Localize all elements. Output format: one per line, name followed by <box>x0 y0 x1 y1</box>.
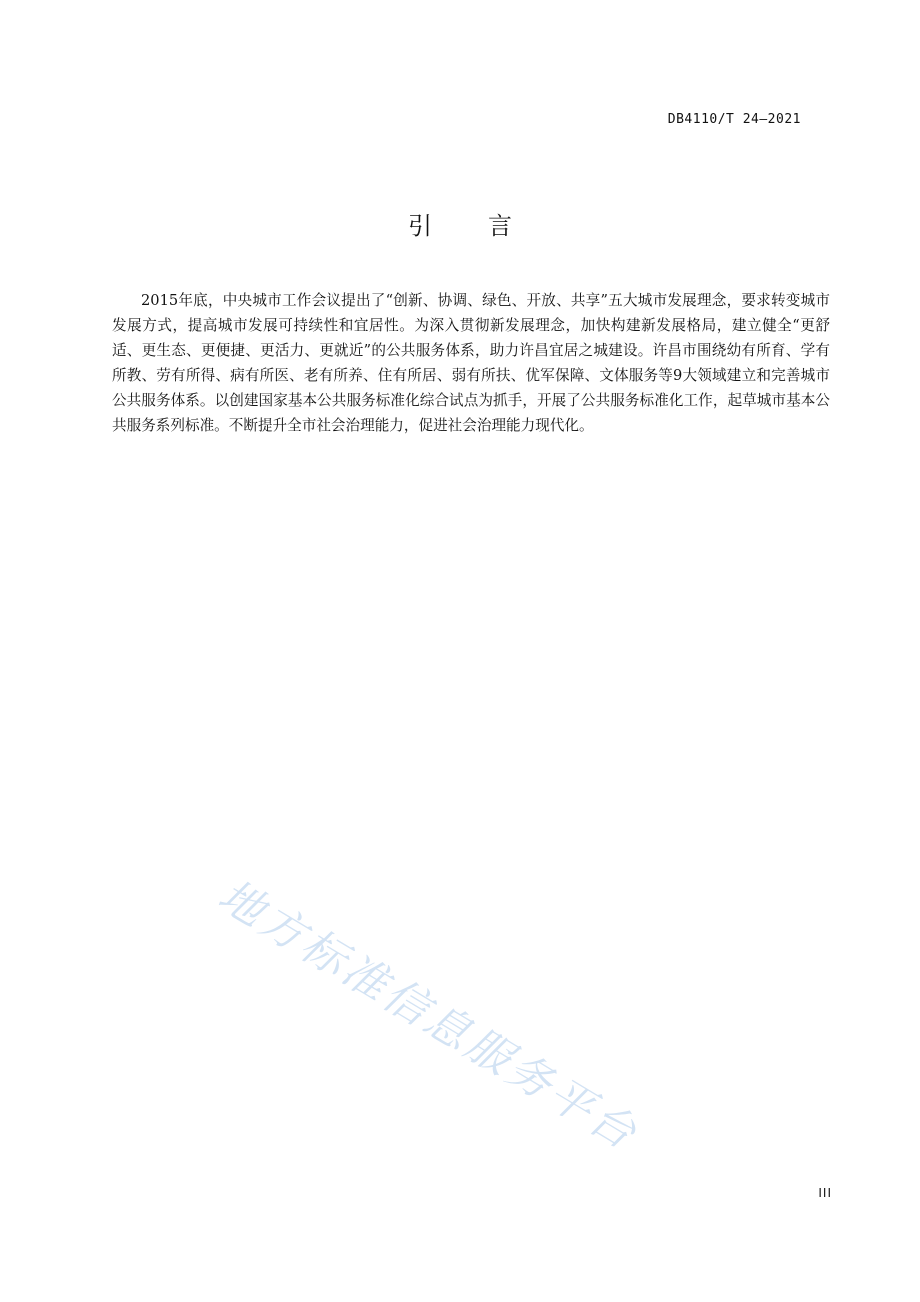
page-number: III <box>818 1186 832 1200</box>
watermark: 地方标准信息服务平台 <box>209 869 648 1161</box>
introduction-paragraph: 2015年底，中央城市工作会议提出了“创新、协调、绿色、开放、共享”五大城市发展理念，要求转变城市发展方式，提高城市发展可持续性和宜居性。为深入贯彻新发展理念，加快构建新发展格局，建立健全“更舒适、更生态、更便捷、更活力、更就近”的公共服务体系，助力许昌宜居之城建设。许昌市围绕幼有所育、学有所教、劳有所得、病有所医、老有所养、住有所居、弱有所扶、优军保障、文体服务等9大领域建立和完善城市公共服务体系。以创建国家基本公共服务标准化综合试点为抓手，开展了公共服务标准化工作，起草城市基本公共服务系列标准。不断提升全市社会治理能力，促进社会治理能力现代化。 <box>112 292 830 434</box>
page-title: 引言 <box>408 212 568 240</box>
document-code: DB4110/T 24—2021 <box>667 112 801 127</box>
